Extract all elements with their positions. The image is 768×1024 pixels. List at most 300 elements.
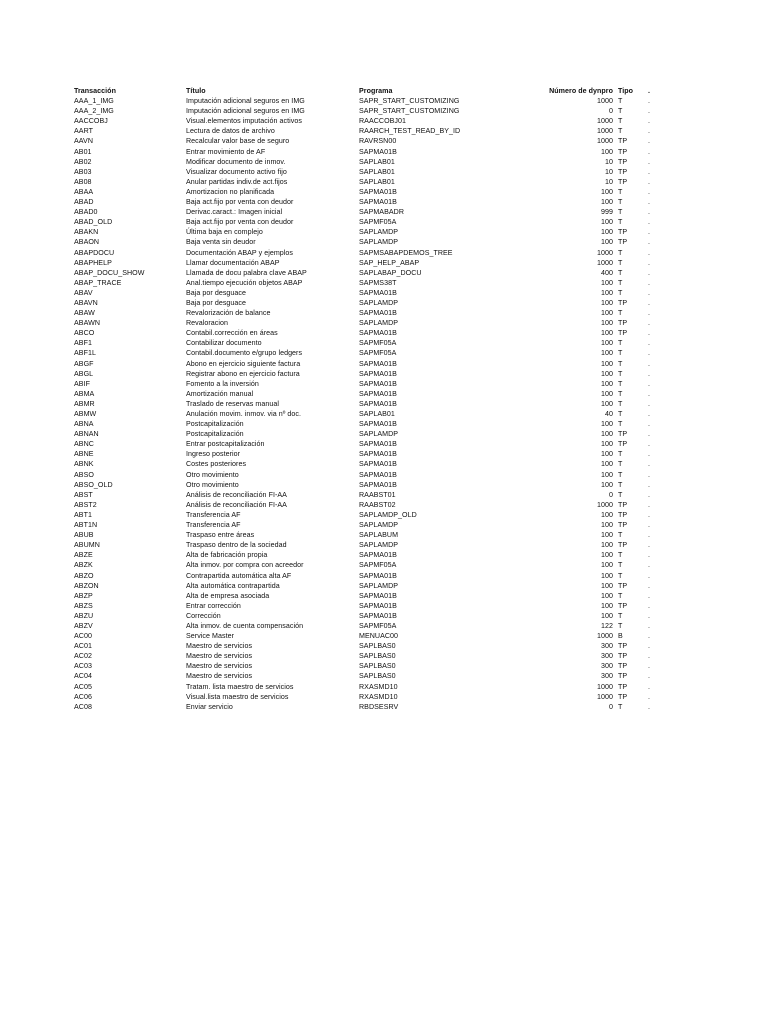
cell-dot: . xyxy=(648,571,651,580)
cell-titulo: Contabil.documento e/grupo ledgers xyxy=(186,349,303,358)
cell-numero-dynpro: 10 xyxy=(605,177,613,186)
cell-programa: SAPMA01B xyxy=(359,460,397,469)
cell-titulo: Traslado de reservas manual xyxy=(186,399,279,408)
table-row xyxy=(74,359,654,369)
cell-dot: . xyxy=(648,288,651,297)
cell-transaccion: ABGF xyxy=(74,359,94,368)
cell-numero-dynpro: 100 xyxy=(601,551,613,560)
cell-programa: RAABST01 xyxy=(359,490,396,499)
cell-numero-dynpro: 100 xyxy=(601,440,613,449)
cell-titulo: Tratam. lista maestro de servicios xyxy=(186,682,294,691)
table-row xyxy=(74,520,654,530)
cell-programa: SAPMF05A xyxy=(359,218,397,227)
cell-numero-dynpro: 0 xyxy=(609,107,613,116)
cell-tipo: T xyxy=(618,369,623,378)
cell-numero-dynpro: 100 xyxy=(601,591,613,600)
cell-tipo: T xyxy=(618,127,623,136)
cell-numero-dynpro: 400 xyxy=(601,268,613,277)
cell-numero-dynpro: 1000 xyxy=(597,137,613,146)
cell-transaccion: ABAPDOCU xyxy=(74,248,115,257)
table-row xyxy=(74,248,654,258)
cell-titulo: Derivac.caract.: Imagen inicial xyxy=(186,208,283,217)
cell-dot: . xyxy=(648,420,651,429)
cell-dot: . xyxy=(648,218,651,227)
cell-programa: SAPMABADR xyxy=(359,208,404,217)
transaction-table xyxy=(74,86,654,712)
cell-numero-dynpro: 300 xyxy=(601,672,613,681)
cell-titulo: Imputación adicional seguros en IMG xyxy=(186,107,305,116)
cell-programa: SAP_HELP_ABAP xyxy=(359,258,420,267)
cell-titulo: Anulación movim. inmov. via nº doc. xyxy=(186,410,301,418)
cell-titulo: Alta inmov. por compra con acreedor xyxy=(186,561,304,570)
cell-titulo: Costes posteriores xyxy=(186,460,247,469)
cell-dot: . xyxy=(648,228,651,237)
cell-dot: . xyxy=(648,379,651,388)
cell-dot: . xyxy=(648,359,651,368)
cell-numero-dynpro: 100 xyxy=(601,228,613,237)
cell-programa: SAPMA01B xyxy=(359,591,397,600)
cell-tipo: T xyxy=(618,278,623,287)
cell-dot: . xyxy=(648,117,651,126)
table-row xyxy=(74,601,654,611)
cell-transaccion: ABNC xyxy=(74,440,94,449)
cell-transaccion: ABT1N xyxy=(74,521,98,530)
cell-titulo: Otro movimiento xyxy=(186,480,239,489)
table-row xyxy=(74,237,654,247)
cell-numero-dynpro: 1000 xyxy=(597,692,613,701)
cell-programa: SAPMS38T xyxy=(359,278,397,287)
cell-titulo: Maestro de servicios xyxy=(186,642,253,651)
cell-dot: . xyxy=(648,642,651,651)
cell-transaccion: AC06 xyxy=(74,692,92,701)
cell-transaccion: ABAP_TRACE xyxy=(74,278,122,287)
cell-programa: RAACCOBJ01 xyxy=(359,117,407,126)
cell-tipo: T xyxy=(618,268,623,277)
cell-tipo: TP xyxy=(618,510,628,519)
cell-transaccion: AC04 xyxy=(74,672,92,681)
cell-dot: . xyxy=(648,591,651,600)
table-row xyxy=(74,177,654,187)
cell-programa: SAPMA01B xyxy=(359,147,397,156)
cell-tipo: TP xyxy=(618,521,628,530)
cell-programa: SAPMA01B xyxy=(359,379,397,388)
table-row xyxy=(74,439,654,449)
cell-transaccion: ABST2 xyxy=(74,500,97,509)
cell-dot: . xyxy=(648,440,651,449)
cell-numero-dynpro: 100 xyxy=(601,187,613,196)
table-row xyxy=(74,429,654,439)
cell-numero-dynpro: 1000 xyxy=(597,500,613,509)
cell-programa: SAPLAMDP xyxy=(359,521,399,530)
table-row xyxy=(74,197,654,207)
cell-programa: SAPLAMDP xyxy=(359,319,399,328)
cell-dot: . xyxy=(648,147,651,156)
cell-titulo: Baja act.fijo por venta con deudor xyxy=(186,218,294,227)
cell-tipo: T xyxy=(618,288,623,297)
cell-dot: . xyxy=(648,581,651,590)
cell-transaccion: ABZS xyxy=(74,601,93,610)
cell-titulo: Imputación adicional seguros en IMG xyxy=(186,97,305,106)
table-row xyxy=(74,560,654,570)
cell-numero-dynpro: 100 xyxy=(601,460,613,469)
cell-programa: SAPLAMDP_OLD xyxy=(359,510,417,519)
cell-tipo: TP xyxy=(618,652,628,661)
cell-transaccion: ABZV xyxy=(74,621,93,630)
cell-dot: . xyxy=(648,541,651,550)
table-row xyxy=(74,187,654,197)
cell-numero-dynpro: 1000 xyxy=(597,248,613,257)
cell-numero-dynpro: 100 xyxy=(601,470,613,479)
cell-tipo: T xyxy=(618,611,623,620)
cell-transaccion: ABAVN xyxy=(74,298,98,307)
cell-numero-dynpro: 100 xyxy=(601,571,613,580)
cell-dot: . xyxy=(648,349,651,358)
cell-titulo: Postcapitalización xyxy=(186,420,244,429)
cell-tipo: T xyxy=(618,309,623,318)
cell-tipo: T xyxy=(618,248,623,257)
cell-transaccion: ABCO xyxy=(74,329,95,338)
cell-transaccion: ABUMN xyxy=(74,541,100,550)
cell-dot: . xyxy=(648,298,651,307)
table-row xyxy=(74,167,654,177)
cell-programa: SAPLBAS0 xyxy=(359,672,396,681)
cell-titulo: Anular partidas indiv.de act.fijos xyxy=(186,177,288,186)
cell-titulo: Recalcular valor base de seguro xyxy=(186,137,290,146)
cell-titulo: Enviar servicio xyxy=(186,702,233,711)
table-row xyxy=(74,389,654,399)
cell-programa: SAPLAMDP xyxy=(359,228,399,237)
cell-programa: RXASMD10 xyxy=(359,682,398,691)
cell-dot: . xyxy=(648,157,651,166)
table-row xyxy=(74,490,654,500)
cell-titulo: Contabilizar documento xyxy=(186,339,262,348)
cell-titulo: Maestro de servicios xyxy=(186,672,253,681)
cell-tipo: T xyxy=(618,208,623,217)
cell-dot: . xyxy=(648,652,651,661)
cell-programa: SAPMA01B xyxy=(359,611,397,620)
cell-programa: SAPMF05A xyxy=(359,561,397,570)
cell-tipo: T xyxy=(618,117,623,126)
cell-titulo: Revaloracion xyxy=(186,319,229,328)
header-numero-dynpro: Número de dynpro xyxy=(549,87,613,95)
cell-transaccion: ABST xyxy=(74,490,93,499)
cell-programa: SAPMA01B xyxy=(359,601,397,610)
cell-numero-dynpro: 1000 xyxy=(597,258,613,267)
cell-tipo: TP xyxy=(618,601,628,610)
cell-transaccion: ABAWN xyxy=(74,319,100,328)
cell-dot: . xyxy=(648,177,651,186)
cell-transaccion: AART xyxy=(74,127,93,136)
table-row xyxy=(74,328,654,338)
cell-tipo: B xyxy=(618,632,623,641)
cell-titulo: Análisis de reconciliación FI-AA xyxy=(186,500,287,509)
cell-tipo: TP xyxy=(618,238,628,247)
cell-dot: . xyxy=(648,137,651,146)
header-transaccion: Transacción xyxy=(74,87,116,95)
cell-tipo: TP xyxy=(618,500,628,509)
table-row xyxy=(74,106,654,116)
table-row xyxy=(74,278,654,288)
cell-dot: . xyxy=(648,662,651,671)
cell-titulo: Revalorización de balance xyxy=(186,309,271,318)
cell-programa: SAPLBAS0 xyxy=(359,642,396,651)
cell-transaccion: AC02 xyxy=(74,652,92,661)
table-row xyxy=(74,298,654,308)
table-row xyxy=(74,379,654,389)
table-row xyxy=(74,116,654,126)
cell-dot: . xyxy=(648,389,651,398)
cell-tipo: T xyxy=(618,420,623,429)
cell-programa: SAPLAB01 xyxy=(359,177,395,186)
cell-numero-dynpro: 100 xyxy=(601,369,613,378)
cell-programa: SAPLAMDP xyxy=(359,430,399,439)
cell-transaccion: ABAW xyxy=(74,309,95,318)
table-row xyxy=(74,157,654,167)
cell-programa: SAPLBAS0 xyxy=(359,662,396,671)
cell-numero-dynpro: 100 xyxy=(601,319,613,328)
cell-tipo: TP xyxy=(618,319,628,328)
cell-titulo: Transferencia AF xyxy=(186,510,241,519)
cell-titulo: Anal.tiempo ejecución objetos ABAP xyxy=(186,278,303,287)
cell-programa: SAPMF05A xyxy=(359,349,397,358)
cell-numero-dynpro: 100 xyxy=(601,450,613,459)
cell-dot: . xyxy=(648,238,651,247)
cell-numero-dynpro: 300 xyxy=(601,642,613,651)
table-row xyxy=(74,288,654,298)
table-row xyxy=(74,671,654,681)
cell-tipo: T xyxy=(618,379,623,388)
cell-dot: . xyxy=(648,521,651,530)
cell-tipo: TP xyxy=(618,440,628,449)
cell-transaccion: ABZU xyxy=(74,611,94,620)
table-row xyxy=(74,500,654,510)
cell-titulo: Baja venta sin deudor xyxy=(186,238,256,247)
cell-tipo: TP xyxy=(618,581,628,590)
cell-tipo: TP xyxy=(618,682,628,691)
cell-numero-dynpro: 1000 xyxy=(597,682,613,691)
table-row xyxy=(74,268,654,278)
cell-numero-dynpro: 100 xyxy=(601,309,613,318)
cell-titulo: Alta automática contrapartida xyxy=(186,581,280,590)
cell-numero-dynpro: 100 xyxy=(601,339,613,348)
cell-transaccion: AC05 xyxy=(74,682,92,691)
cell-transaccion: ABIF xyxy=(74,379,90,388)
cell-titulo: Traspaso entre áreas xyxy=(186,531,255,540)
cell-titulo: Entrar movimiento de AF xyxy=(186,147,266,156)
cell-tipo: T xyxy=(618,621,623,630)
cell-numero-dynpro: 300 xyxy=(601,652,613,661)
cell-transaccion: ABF1L xyxy=(74,349,96,358)
table-row xyxy=(74,227,654,237)
cell-numero-dynpro: 100 xyxy=(601,510,613,519)
table-row xyxy=(74,480,654,490)
cell-transaccion: ABAD_OLD xyxy=(74,218,113,227)
cell-programa: SAPMA01B xyxy=(359,187,397,196)
cell-programa: SAPMA01B xyxy=(359,329,397,338)
table-row xyxy=(74,338,654,348)
cell-transaccion: AB02 xyxy=(74,157,92,166)
cell-transaccion: AACCOBJ xyxy=(74,117,108,126)
cell-numero-dynpro: 100 xyxy=(601,601,613,610)
cell-tipo: T xyxy=(618,571,623,580)
cell-tipo: TP xyxy=(618,137,628,146)
cell-transaccion: AC01 xyxy=(74,642,92,651)
cell-titulo: Baja por desguace xyxy=(186,288,247,297)
cell-numero-dynpro: 40 xyxy=(605,410,613,418)
table-body xyxy=(74,96,654,712)
cell-numero-dynpro: 100 xyxy=(601,238,613,247)
cell-titulo: Transferencia AF xyxy=(186,521,241,530)
table-row xyxy=(74,318,654,328)
cell-titulo: Otro movimiento xyxy=(186,470,239,479)
table-row xyxy=(74,692,654,702)
table-row xyxy=(74,419,654,429)
cell-programa: SAPMA01B xyxy=(359,440,397,449)
cell-tipo: TP xyxy=(618,329,628,338)
cell-programa: SAPMA01B xyxy=(359,288,397,297)
cell-numero-dynpro: 100 xyxy=(601,359,613,368)
cell-programa: SAPLAMDP xyxy=(359,541,399,550)
cell-tipo: TP xyxy=(618,541,628,550)
cell-dot: . xyxy=(648,208,651,217)
header-tipo: Tipo xyxy=(618,87,634,95)
cell-numero-dynpro: 100 xyxy=(601,218,613,227)
cell-numero-dynpro: 100 xyxy=(601,198,613,207)
header-titulo: Título xyxy=(186,87,206,95)
cell-dot: . xyxy=(648,632,651,641)
table-row xyxy=(74,126,654,136)
cell-numero-dynpro: 100 xyxy=(601,329,613,338)
cell-transaccion: ABF1 xyxy=(74,339,92,348)
cell-programa: SAPLBAS0 xyxy=(359,652,396,661)
cell-titulo: Baja act.fijo por venta con deudor xyxy=(186,198,294,207)
cell-tipo: T xyxy=(618,389,623,398)
table-row xyxy=(74,682,654,692)
cell-numero-dynpro: 100 xyxy=(601,298,613,307)
cell-tipo: TP xyxy=(618,692,628,701)
cell-numero-dynpro: 100 xyxy=(601,420,613,429)
cell-tipo: T xyxy=(618,198,623,207)
cell-programa: SAPMA01B xyxy=(359,309,397,318)
table-row xyxy=(74,399,654,409)
cell-tipo: TP xyxy=(618,662,628,671)
table-row xyxy=(74,147,654,157)
cell-tipo: TP xyxy=(618,228,628,237)
cell-titulo: Maestro de servicios xyxy=(186,662,253,671)
cell-dot: . xyxy=(648,278,651,287)
cell-numero-dynpro: 1000 xyxy=(597,117,613,126)
cell-programa: SAPLAB01 xyxy=(359,157,395,166)
cell-transaccion: ABZE xyxy=(74,551,93,560)
cell-numero-dynpro: 100 xyxy=(601,349,613,358)
cell-dot: . xyxy=(648,268,651,277)
cell-titulo: Baja por desguace xyxy=(186,298,247,307)
cell-transaccion: ABNE xyxy=(74,450,94,459)
cell-titulo: Registrar abono en ejercicio factura xyxy=(186,369,300,378)
cell-numero-dynpro: 1000 xyxy=(597,632,613,641)
cell-programa: SAPMSABAPDEMOS_TREE xyxy=(359,248,453,257)
cell-titulo: Visual.lista maestro de servicios xyxy=(186,692,289,701)
cell-programa: RAABST02 xyxy=(359,500,396,509)
cell-transaccion: ABNK xyxy=(74,460,94,469)
cell-dot: . xyxy=(648,329,651,338)
cell-titulo: Corrección xyxy=(186,611,221,620)
cell-dot: . xyxy=(648,167,651,176)
cell-dot: . xyxy=(648,127,651,136)
cell-numero-dynpro: 10 xyxy=(605,167,613,176)
cell-tipo: TP xyxy=(618,157,628,166)
cell-transaccion: ABAD0 xyxy=(74,208,98,217)
header-programa: Programa xyxy=(359,87,393,95)
table-row xyxy=(74,651,654,661)
cell-transaccion: AC00 xyxy=(74,632,92,641)
table-row xyxy=(74,530,654,540)
cell-transaccion: ABMR xyxy=(74,399,95,408)
cell-transaccion: AC08 xyxy=(74,702,92,711)
cell-tipo: T xyxy=(618,531,623,540)
table-row xyxy=(74,96,654,106)
cell-titulo: Contrapartida automática alta AF xyxy=(186,571,292,580)
cell-tipo: T xyxy=(618,349,623,358)
cell-programa: RBDSESRV xyxy=(359,702,399,711)
table-row xyxy=(74,621,654,631)
cell-numero-dynpro: 10 xyxy=(605,157,613,166)
table-row xyxy=(74,217,654,227)
table-row xyxy=(74,641,654,651)
cell-tipo: T xyxy=(618,218,623,227)
cell-tipo: T xyxy=(618,591,623,600)
cell-titulo: Última baja en complejo xyxy=(186,228,263,237)
cell-programa: SAPLAMDP xyxy=(359,298,399,307)
cell-numero-dynpro: 100 xyxy=(601,389,613,398)
cell-titulo: Visual.elementos imputación activos xyxy=(186,117,302,126)
cell-dot: . xyxy=(648,601,651,610)
cell-numero-dynpro: 100 xyxy=(601,278,613,287)
table-row xyxy=(74,308,654,318)
table-row xyxy=(74,348,654,358)
cell-tipo: TP xyxy=(618,147,628,156)
cell-transaccion: AAA_2_IMG xyxy=(74,107,114,116)
cell-transaccion: ABAON xyxy=(74,238,100,247)
cell-tipo: T xyxy=(618,187,623,196)
table-row xyxy=(74,369,654,379)
cell-transaccion: AB08 xyxy=(74,177,92,186)
cell-dot: . xyxy=(648,500,651,509)
cell-numero-dynpro: 100 xyxy=(601,430,613,439)
cell-titulo: Alta inmov. de cuenta compensación xyxy=(186,621,304,630)
cell-tipo: TP xyxy=(618,167,628,176)
cell-numero-dynpro: 100 xyxy=(601,379,613,388)
cell-dot: . xyxy=(648,561,651,570)
cell-transaccion: ABNA xyxy=(74,420,94,429)
cell-programa: SAPR_START_CUSTOMIZING xyxy=(359,107,460,116)
cell-titulo: Postcapitalización xyxy=(186,430,244,439)
cell-tipo: T xyxy=(618,460,623,469)
cell-transaccion: ABAD xyxy=(74,198,94,207)
cell-numero-dynpro: 100 xyxy=(601,147,613,156)
cell-tipo: TP xyxy=(618,177,628,186)
cell-programa: SAPMA01B xyxy=(359,389,397,398)
cell-programa: RXASMD10 xyxy=(359,692,398,701)
cell-tipo: TP xyxy=(618,642,628,651)
cell-transaccion: ABNAN xyxy=(74,430,99,439)
cell-programa: SAPMA01B xyxy=(359,420,397,429)
table-row xyxy=(74,510,654,520)
table-row xyxy=(74,550,654,560)
cell-programa: SAPMA01B xyxy=(359,399,397,408)
cell-programa: MENUAC00 xyxy=(359,632,399,641)
cell-titulo: Modificar documento de inmov. xyxy=(186,157,286,166)
